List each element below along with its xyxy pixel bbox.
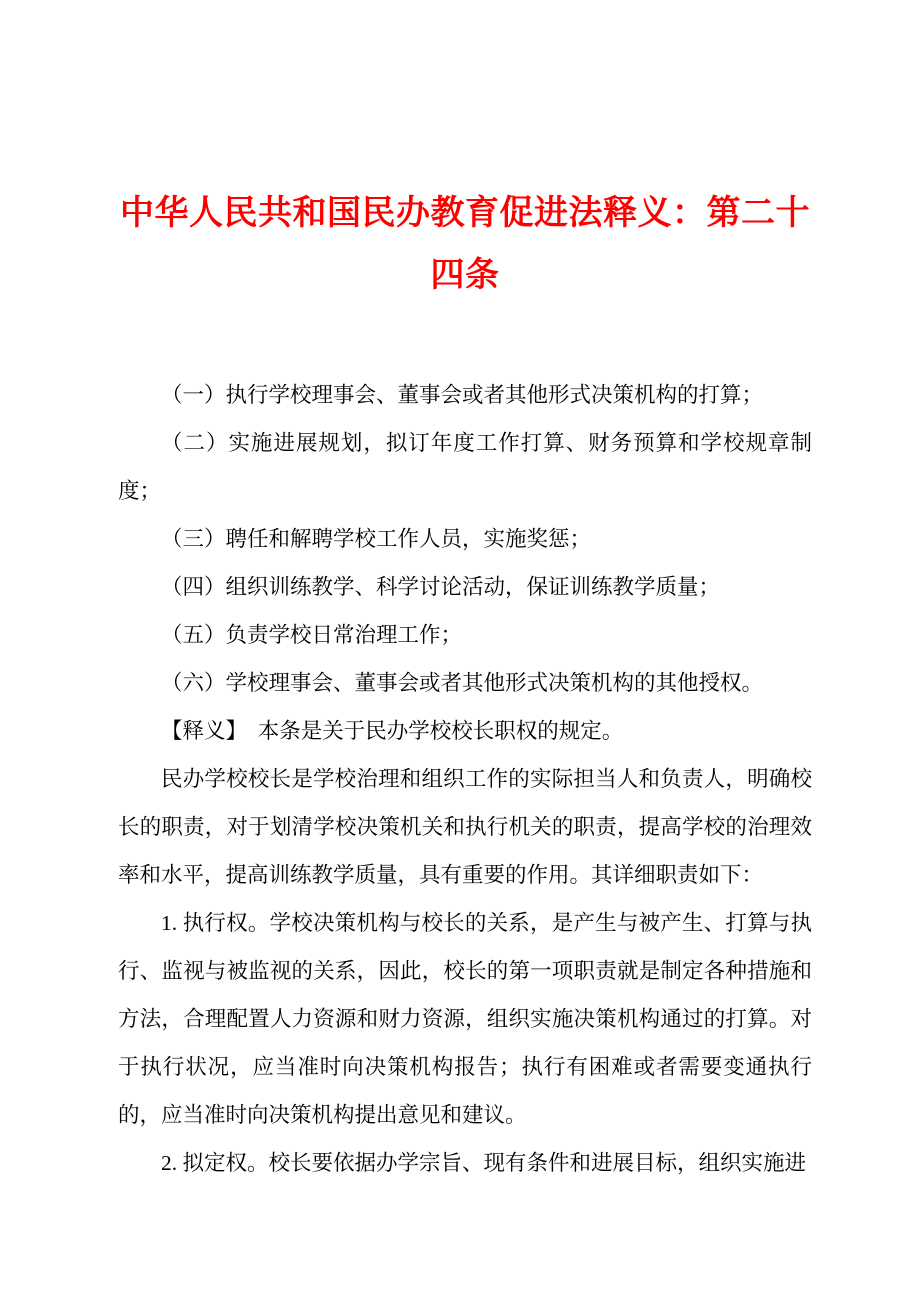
document-body [118, 371, 812, 1187]
list-item-1: （一）执行学校理事会、董事会或者其他形式决策机构的打算； [161, 383, 764, 407]
document-title: 中华人民共和国民办教育促进法释义：第二十四条 [120, 195, 810, 294]
list-item-6: （六）学校理事会、董事会或者其他形式决策机构的其他授权。 [161, 671, 764, 695]
body-paragraph-drafting-power: 2. 拟定权。校长要依据办学宗旨、现有条件和进展目标，组织实施进 [161, 1151, 807, 1175]
interpretation-heading-paragraph: 【释义】 本条是关于民办学校校长职权的规定。 [161, 719, 624, 743]
list-item-2: （二）实施进展规划，拟订年度工作打算、财务预算和学校规章制度； [118, 431, 812, 503]
body-paragraph-overview: 民办学校校长是学校治理和组织工作的实际担当人和负责人，明确校长的职责，对于划清学校决策机关和执行机关的职责，提高学校的治理效率和水平，提高训练教学质量，具有重要的作用。其详细职责如下： [118, 767, 812, 887]
body-paragraph-execution-power: 1. 执行权。学校决策机构与校长的关系，是产生与被产生、打算与执行、监视与被监视的关系，因此，校长的第一项职责就是制定各种措施和方法，合理配置人力资源和财力资源，组织实施决策机构通过的打算。对于执行状况，应当准时向决策机构报告；执行有困难或者需要变通执行的，应当准时向决策机构提出意见和建议。 [118, 911, 812, 1127]
list-item-3: （三）聘任和解聘学校工作人员，实施奖惩； [161, 527, 592, 551]
list-item-5: （五）负责学校日常治理工作； [161, 623, 463, 647]
list-item-4: （四）组织训练教学、科学讨论活动，保证训练教学质量； [161, 575, 721, 599]
